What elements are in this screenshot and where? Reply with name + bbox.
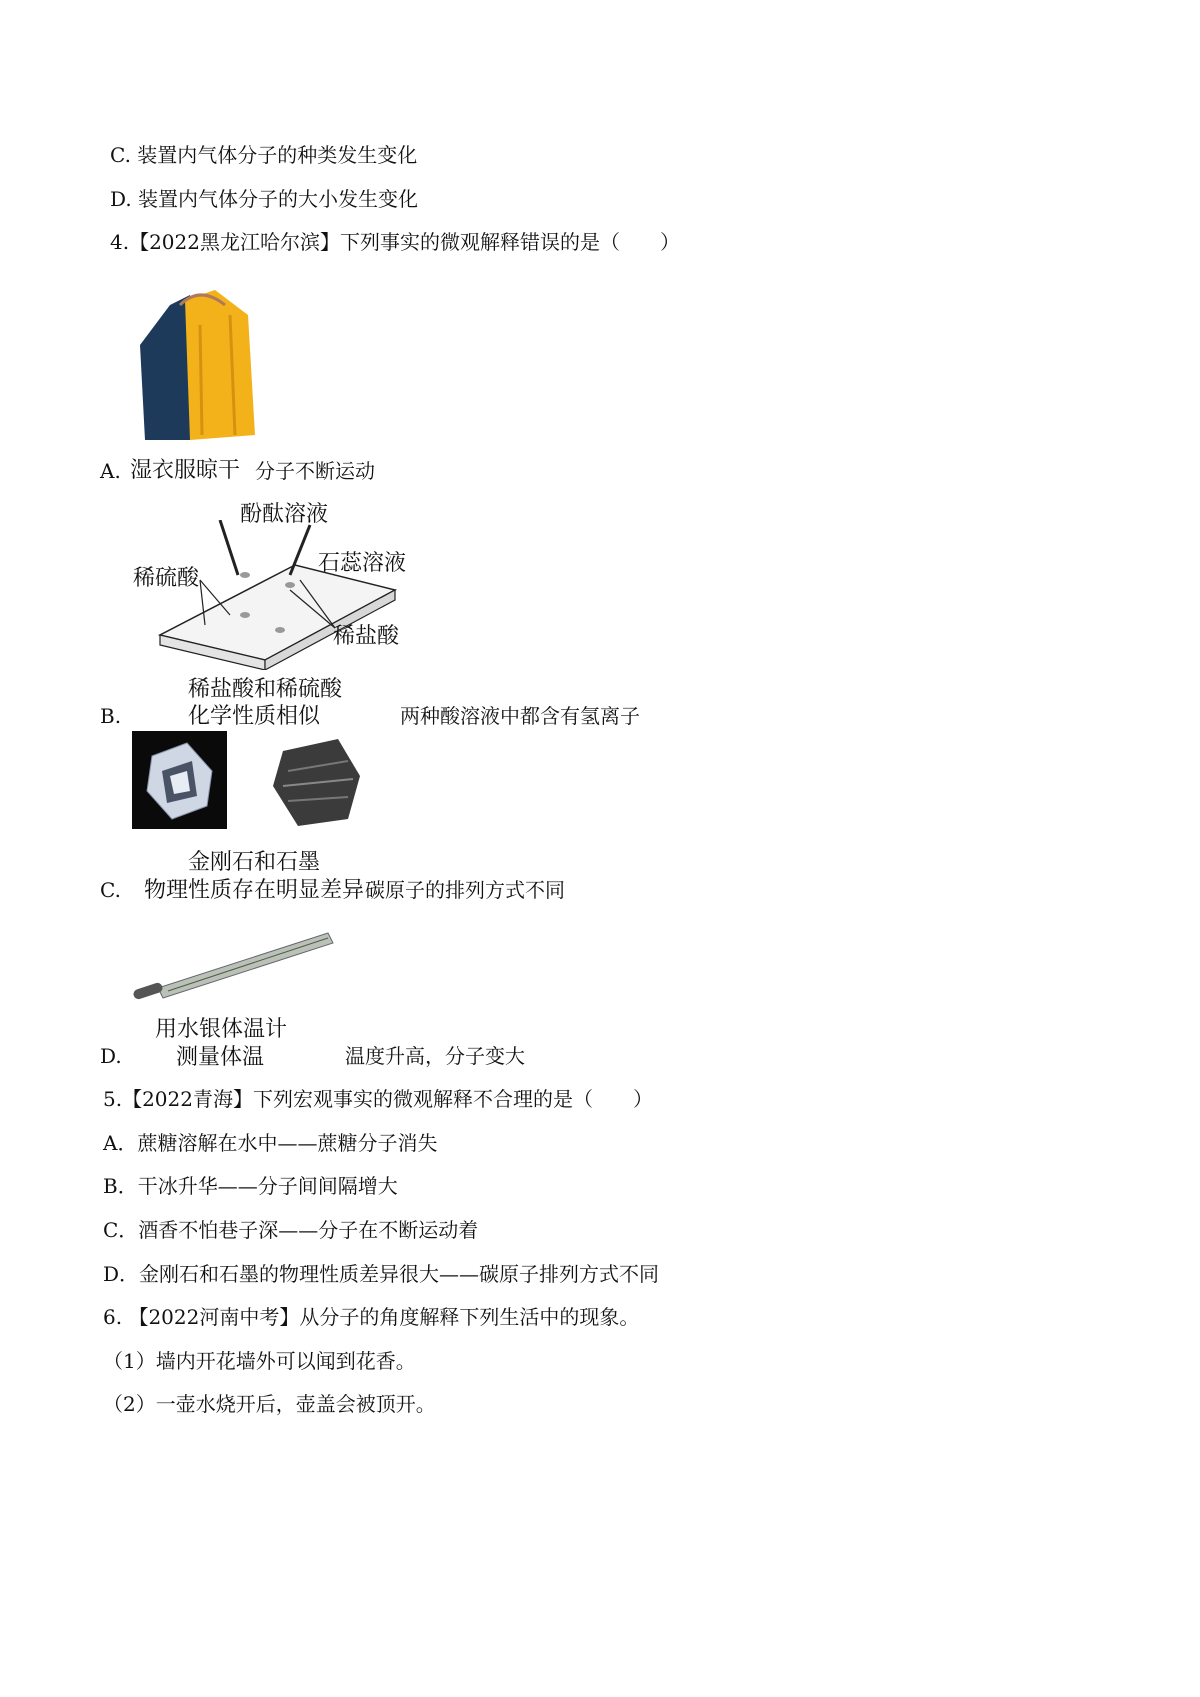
label-phenolphthalein: 酚酞溶液 [240, 502, 329, 527]
option-a-figure-caption: 湿衣服晾干 [130, 458, 241, 483]
q6-part-1: （1）墙内开花墙外可以闻到花香。 [103, 1349, 416, 1373]
q5-option-d: D．金刚石和石墨的物理性质差异很大——碳原子排列方式不同 [103, 1262, 660, 1286]
option-c-letter: C. [100, 878, 121, 902]
label-litmus: 石蕊溶液 [318, 551, 407, 576]
option-c-text: 碳原子的排列方式不同 [365, 878, 565, 902]
diamond-image [132, 731, 227, 829]
option-a-text: 分子不断运动 [255, 459, 375, 483]
q5-stem: 5.【2022青海】下列宏观事实的微观解释不合理的是（ ） [103, 1087, 653, 1111]
prev-option-d: D. 装置内气体分子的大小发生变化 [110, 187, 419, 211]
q4-stem: 4.【2022黑龙江哈尔滨】下列事实的微观解释错误的是（ ） [110, 230, 680, 254]
q6-part-2: （2）一壶水烧开后，壶盖会被顶开。 [103, 1392, 436, 1416]
wet-clothes-figure [130, 285, 260, 445]
mercury-thermometer-image [128, 928, 338, 1003]
prev-option-c: C. 装置内气体分子的种类发生变化 [110, 143, 418, 167]
q5-option-c: C．酒香不怕巷子深——分子在不断运动着 [103, 1218, 479, 1242]
option-b-letter: B. [100, 704, 122, 728]
option-c-caption-line-1: 金刚石和石墨 [188, 850, 321, 875]
graphite-image [268, 731, 363, 829]
q5-option-a: A．蔗糖溶解在水中——蔗糖分子消失 [103, 1131, 438, 1155]
option-d-caption-line-2: 测量体温 [176, 1045, 265, 1070]
option-b-caption-line-2: 化学性质相似 [188, 704, 321, 729]
q5-option-b: B．干冰升华——分子间间隔增大 [103, 1174, 398, 1198]
option-d-caption-line-1: 用水银体温计 [155, 1017, 288, 1042]
q6-stem: 6. 【2022河南中考】从分子的角度解释下列生活中的现象。 [103, 1305, 640, 1329]
option-d-letter: D. [100, 1044, 122, 1068]
option-d-text: 温度升高，分子变大 [345, 1044, 525, 1068]
option-c-caption-line-2: 物理性质存在明显差异 [144, 878, 365, 903]
label-dilute-sulfuric-acid: 稀硫酸 [133, 566, 200, 591]
label-dilute-hydrochloric-acid: 稀盐酸 [333, 624, 400, 649]
option-a-letter: A. [100, 459, 121, 483]
option-b-caption-line-1: 稀盐酸和稀硫酸 [188, 677, 343, 702]
option-b-text: 两种酸溶液中都含有氢离子 [400, 704, 640, 728]
